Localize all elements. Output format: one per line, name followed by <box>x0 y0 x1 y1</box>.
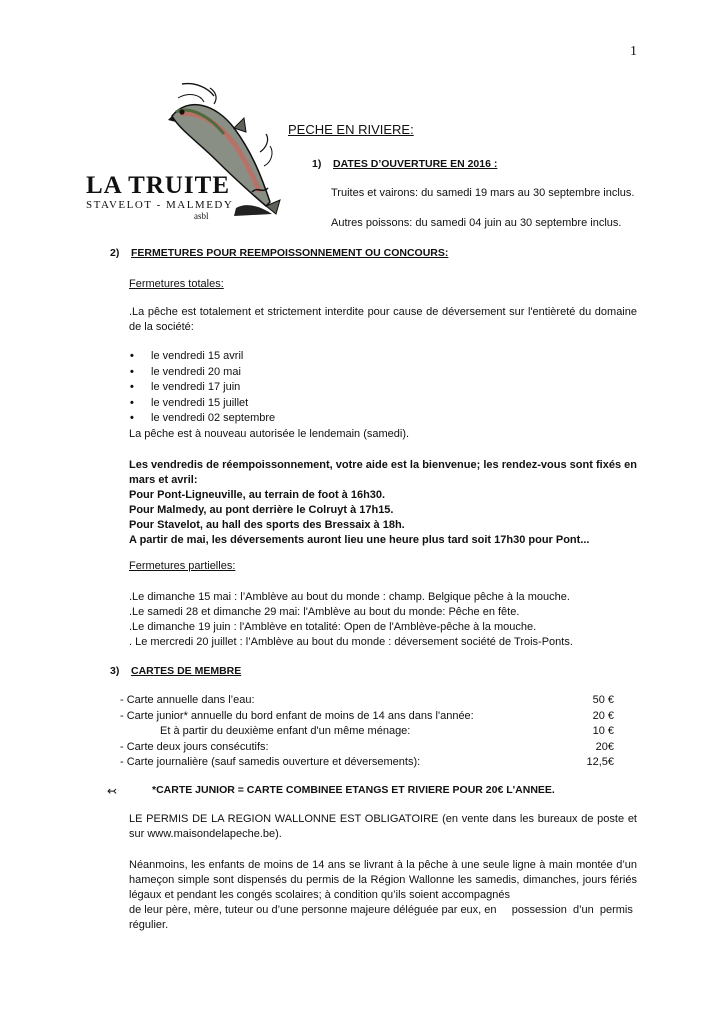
fee-label: - Carte junior* annuelle du bord enfant de moins de 14 ans dans l'année: <box>120 709 474 722</box>
fee-value: 50 € <box>592 694 614 706</box>
section1-title: DATES D’OUVERTURE EN 2016 : <box>333 158 498 170</box>
restocking-line: Pour Stavelot, au hall des sports des Bressaix à 18h. <box>129 519 405 531</box>
section1-number: 1) <box>312 158 322 170</box>
list-item: • le vendredi 20 mai <box>129 365 637 381</box>
restocking-line: A partir de mai, les déversements auront lieu une heure plus tard soit 17h30 pour Pont... <box>129 534 590 546</box>
restocking-block <box>129 458 637 548</box>
section1-line1: Truites et vairons: du samedi 19 mars au 30 septembre inclus. <box>331 187 635 199</box>
fermetures-totales-label: Fermetures totales: <box>129 278 224 290</box>
fee-label: - Carte annuelle dans l’eau: <box>120 694 255 706</box>
restocking-line: Pour Malmedy, au pont derrière le Colruyt à 17h15. <box>129 504 394 516</box>
section2-title: FERMETURES POUR REEMPOISSONNEMENT OU CONCOURS: <box>131 247 449 259</box>
table-row <box>120 755 614 771</box>
list-item: • le vendredi 02 septembre <box>129 411 637 427</box>
fee-value: 10 € <box>592 725 614 737</box>
fermetures-partielles-label: Fermetures partielles: <box>129 560 236 572</box>
fee-label: - Carte journalière (sauf samedis ouverture et déversements): <box>120 756 421 768</box>
fee-value: 20 € <box>592 709 614 722</box>
section1-line2: Autres poissons: du samedi 04 juin au 30 septembre inclus. <box>331 217 622 229</box>
logo-asbl: asbl <box>194 211 209 221</box>
fermetures-totales-text: .La pêche est totalement et strictement interdite pour cause de déversement sur l'entièreté du domaine de la société: <box>129 306 637 333</box>
list-item: • le vendredi 15 juillet <box>129 396 637 412</box>
section3-heading <box>110 664 241 679</box>
logo-subtitle: STAVELOT - MALMEDY <box>86 199 234 211</box>
paragraph-line: de leur père, mère, tuteur ou d’une personne majeure déléguée par eux, en possession d’un permis <box>129 904 633 916</box>
restocking-intro: Les vendredis de réempoissonnement, votre aide est la bienvenue; les rendez-vous sont fixés en mars et avril: <box>129 459 637 486</box>
junior-card-note: *CARTE JUNIOR = CARTE COMBINEE ETANGS ET RIVIERE POUR 20€ L'ANNEE. <box>152 784 555 796</box>
table-row <box>120 740 614 756</box>
paragraph-line: Néanmoins, les enfants de moins de 14 ans se livrant à la pêche à une seule ligne à main montée d’un hameçon simple sont dispensés du permis de la Région Wallonne les samedis, dimanches, jours fériés légaux et pendant les congés scolaires; à condition qu’ils soient accompagnés <box>129 859 637 901</box>
logo-title: LA TRUITE <box>86 172 231 199</box>
list-item: . Le mercredi 20 juillet : l’Amblève au bout du monde : déversement société de Trois-Ponts. <box>129 636 573 648</box>
restocking-line: Pour Pont-Ligneuville, au terrain de foot à 16h30. <box>129 489 386 501</box>
page-number: 1 <box>630 44 637 59</box>
arrow-icon: ↢ <box>107 784 118 798</box>
reopen-note: La pêche est à nouveau autorisée le lendemain (samedi). <box>129 428 410 440</box>
page-title: PECHE EN RIVIERE: <box>288 122 414 137</box>
paragraph-line: régulier. <box>129 919 169 931</box>
list-item: .Le dimanche 15 mai : l’Amblève au bout du monde : champ. Belgique pêche à la mouche. <box>129 591 570 603</box>
fee-label: - Carte deux jours consécutifs: <box>120 740 269 753</box>
section2-number: 2) <box>110 247 120 259</box>
list-item: .Le dimanche 19 juin : l'Amblève en totalité: Open de l'Amblève-pêche à la mouche. <box>129 621 537 633</box>
membership-fees-table <box>120 693 614 771</box>
fee-value: 12,5€ <box>586 756 614 768</box>
children-exemption <box>129 858 637 933</box>
table-row <box>120 709 614 725</box>
list-item: .Le samedi 28 et dimanche 29 mai: l'Amblève au bout du monde: Pêche en fête. <box>129 606 520 618</box>
closure-dates-list <box>129 349 637 427</box>
list-item: • le vendredi 17 juin <box>129 380 637 396</box>
table-row <box>120 724 614 740</box>
fee-value: 20€ <box>595 740 614 753</box>
permis-text: LE PERMIS DE LA REGION WALLONNE EST OBLIGATOIRE (en vente dans les bureaux de poste et sur www.maisondelapeche.be). <box>129 813 637 840</box>
fee-label: Et à partir du deuxième enfant d'un même ménage: <box>160 725 411 737</box>
list-item: • le vendredi 15 avril <box>129 349 637 365</box>
partial-closures-list <box>129 590 637 650</box>
section3-number: 3) <box>110 665 120 677</box>
section2-heading <box>110 246 448 261</box>
section1-heading <box>312 157 497 172</box>
table-row <box>120 693 614 709</box>
section3-title: CARTES DE MEMBRE <box>131 665 242 677</box>
